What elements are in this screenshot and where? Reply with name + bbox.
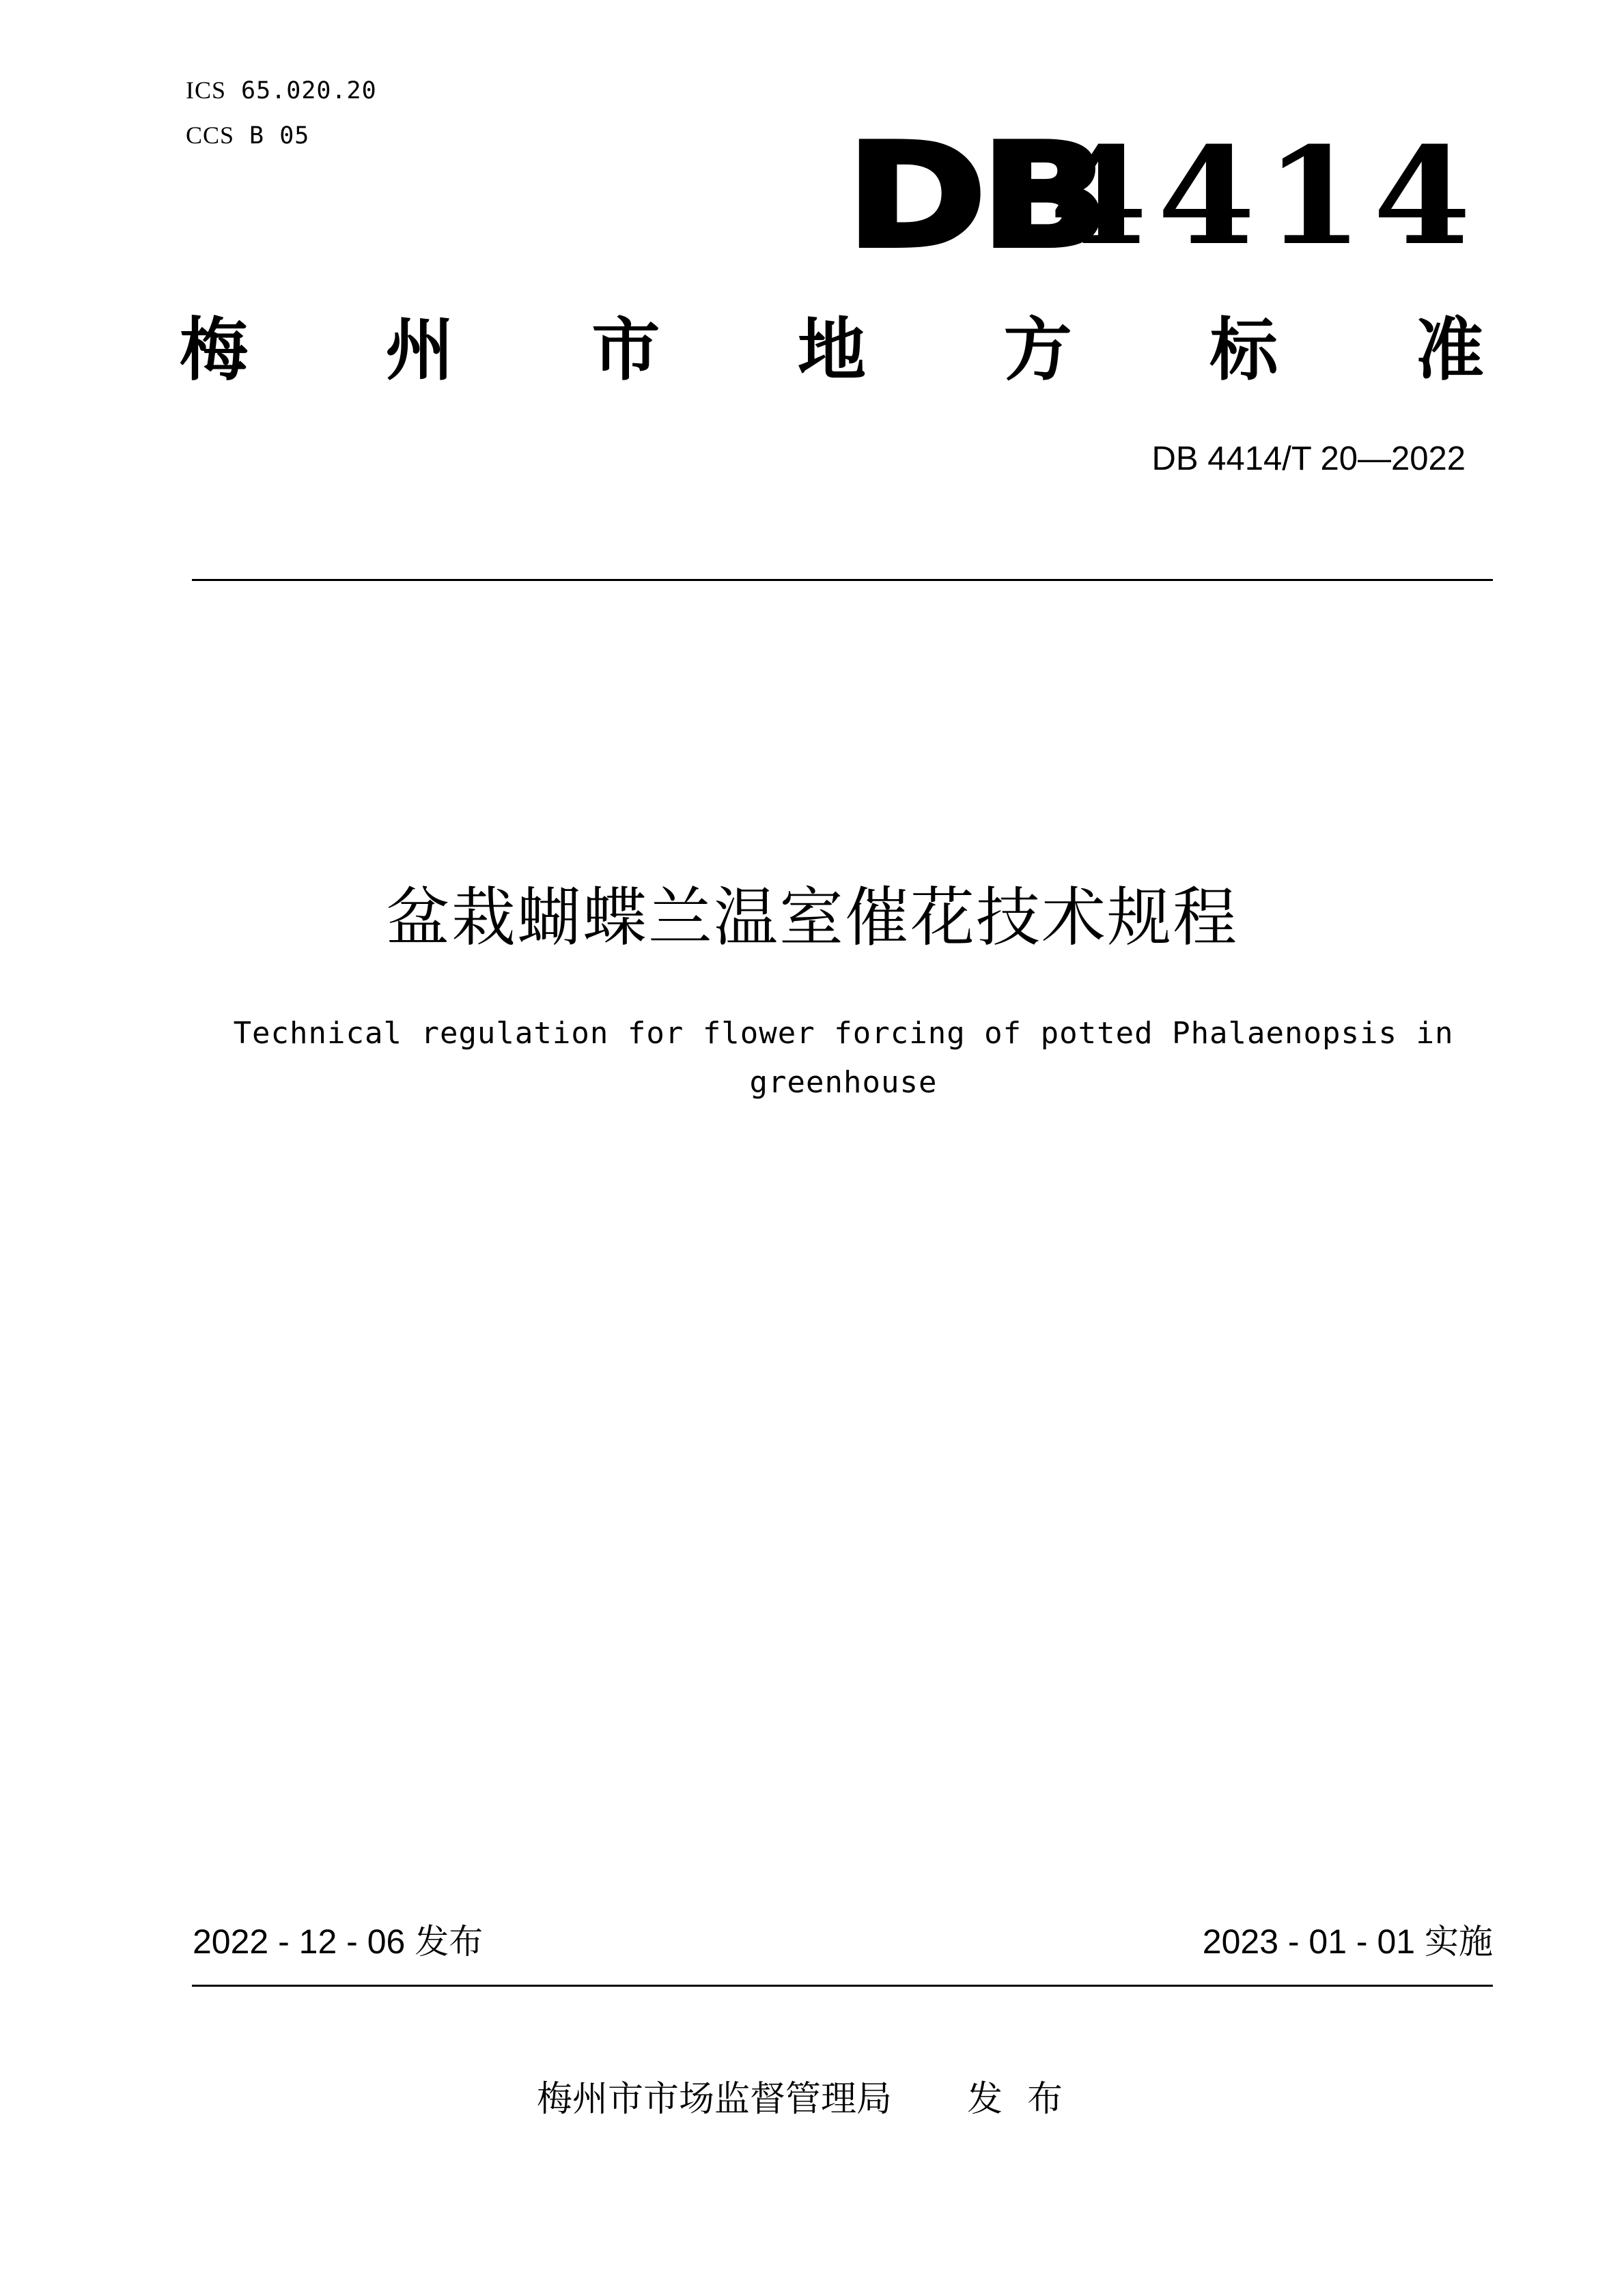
standard-number: DB 4414/T 20—2022 xyxy=(1151,440,1466,477)
ics-label: ICS xyxy=(186,76,227,104)
standard-type-char: 州 xyxy=(385,310,454,390)
document-title-en xyxy=(212,1009,1475,1107)
db-standard-mark xyxy=(847,114,1481,279)
release-date-value: 2022 - 12 - 06 xyxy=(193,1923,406,1961)
standard-type-char: 市 xyxy=(591,310,660,390)
standard-type-heading xyxy=(176,306,1487,395)
ccs-line xyxy=(186,122,309,150)
issuer-name: 梅州市市场监督管理局 xyxy=(536,2079,892,2120)
title-en-line-1: Technical regulation for flower forcing of potted Phalaenopsis in xyxy=(233,1016,1454,1051)
ics-value: 65.020.20 xyxy=(241,77,377,104)
bottom-divider xyxy=(192,1985,1493,1987)
document-title-cn: 盆栽蝴蝶兰温室催花技术规程 xyxy=(385,881,1238,955)
implementation-label: 实施 xyxy=(1425,1922,1493,1961)
release-date xyxy=(193,1920,483,1964)
issuer-verb: 发布 xyxy=(967,2079,1088,2120)
standard-type-char: 准 xyxy=(1415,310,1484,390)
implementation-date xyxy=(1203,1920,1493,1964)
db-region-code: 4414 xyxy=(1050,118,1481,275)
release-label: 发布 xyxy=(415,1922,484,1961)
standard-type-char: 方 xyxy=(1003,310,1072,390)
standard-type-char: 地 xyxy=(797,310,866,390)
ics-line xyxy=(186,76,377,104)
top-divider xyxy=(192,579,1493,581)
title-en-line-2: greenhouse xyxy=(749,1065,938,1100)
db-prefix: DB xyxy=(847,114,1104,279)
implementation-date-value: 2023 - 01 - 01 xyxy=(1202,1923,1416,1961)
standard-type-char: 梅 xyxy=(180,310,248,390)
issuing-authority xyxy=(0,2075,1624,2123)
ccs-value: B 05 xyxy=(249,122,310,150)
standard-type-char: 标 xyxy=(1209,310,1278,390)
ccs-label: CCS xyxy=(186,122,235,149)
